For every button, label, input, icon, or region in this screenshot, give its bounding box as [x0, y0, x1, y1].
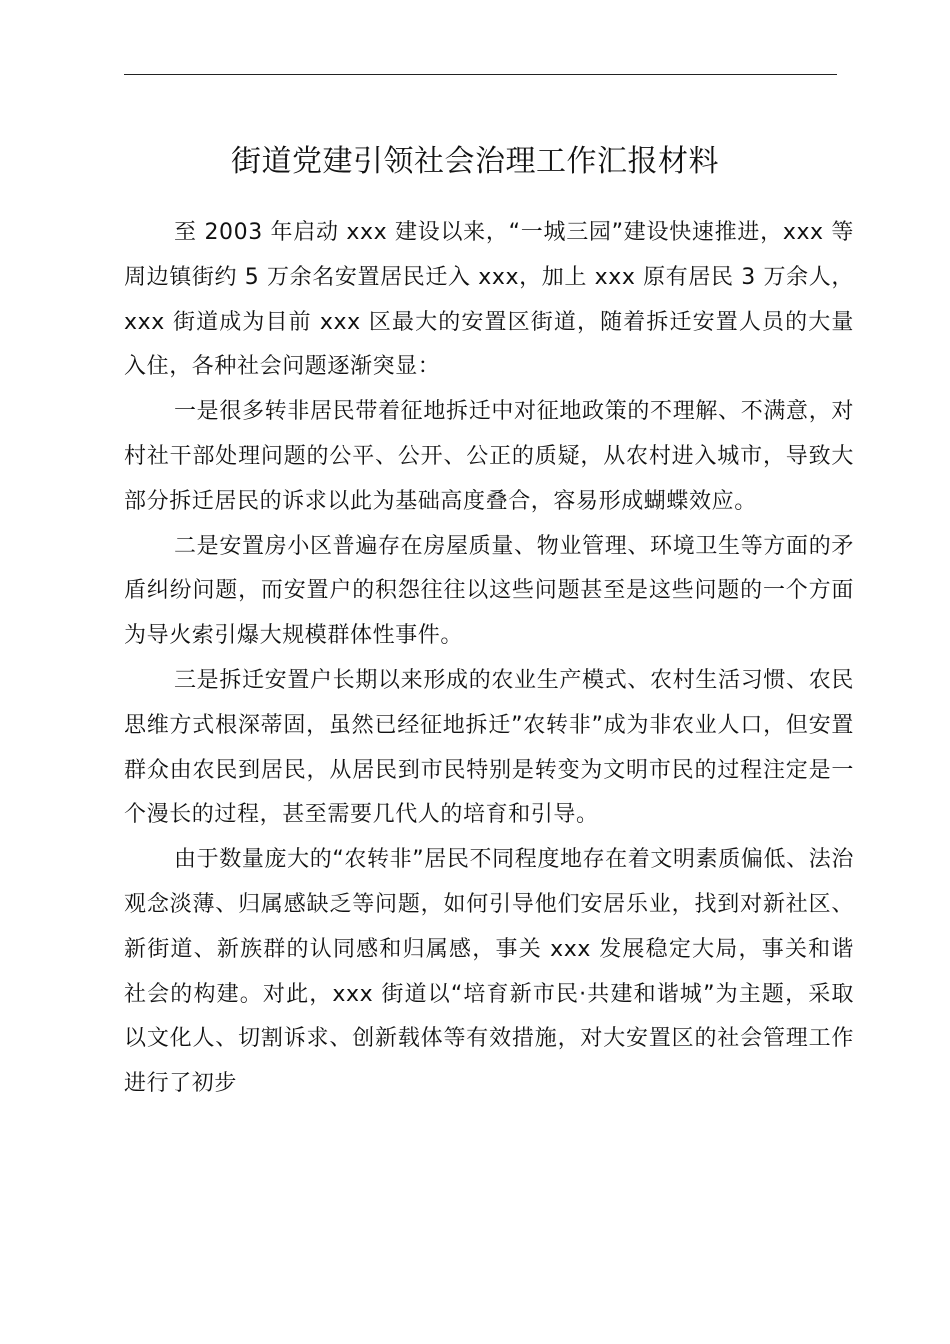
- document-body: [124, 211, 854, 1107]
- paragraph-point-one: 一是很多转非居民带着征地拆迁中对征地政策的不理解、不满意，对村社干部处理问题的公平、公开、公正的质疑，从农村进入城市，导致大部分拆迁居民的诉求以此为基础高度叠合，容易形成蝴蝶效应。: [124, 399, 854, 514]
- paragraph-point-three: 三是拆迁安置户长期以来形成的农业生产模式、农村生活习惯、农民思维方式根深蒂固，虽然已经征地拆迁”农转非”成为非农业人口，但安置群众由农民到居民，从居民到市民特别是转变为文明市民的过程注定是一个漫长的过程，甚至需要几代人的培育和引导。: [124, 667, 854, 828]
- document-title: 街道党建引领社会治理工作汇报材料: [231, 144, 719, 179]
- header-rule: [124, 74, 837, 75]
- paragraph-intro: 至 2003 年启动 xxx 建设以来，“一城三园”建设快速推进，xxx 等周边镇街约 5 万余名安置居民迁入 xxx，加上 xxx 原有居民 3 万余人，xxx 街道成为目前 xxx 区最大的安置区街道，随着拆迁安置人员的大量入住，各种社会问题逐渐突显：: [124, 220, 854, 380]
- paragraph-measures: 由于数量庞大的“农转非”居民不同程度地存在着文明素质偏低、法治观念淡薄、归属感缺乏等问题，如何引导他们安居乐业，找到对新社区、新街道、新族群的认同感和归属感，事关 xxx 发展稳定大局，事关和谐社会的构建。对此，xxx 街道以“培育新市民·共建和谐城”为主题，采取以文化人、切割诉求、创新载体等有效措施，对大安置区的社会管理工作进行了初步: [124, 847, 854, 1097]
- paragraph-point-two: 二是安置房小区普遍存在房屋质量、物业管理、环境卫生等方面的矛盾纠纷问题，而安置户的积怨往往以这些问题甚至是这些问题的一个方面为导火索引爆大规模群体性事件。: [124, 533, 854, 649]
